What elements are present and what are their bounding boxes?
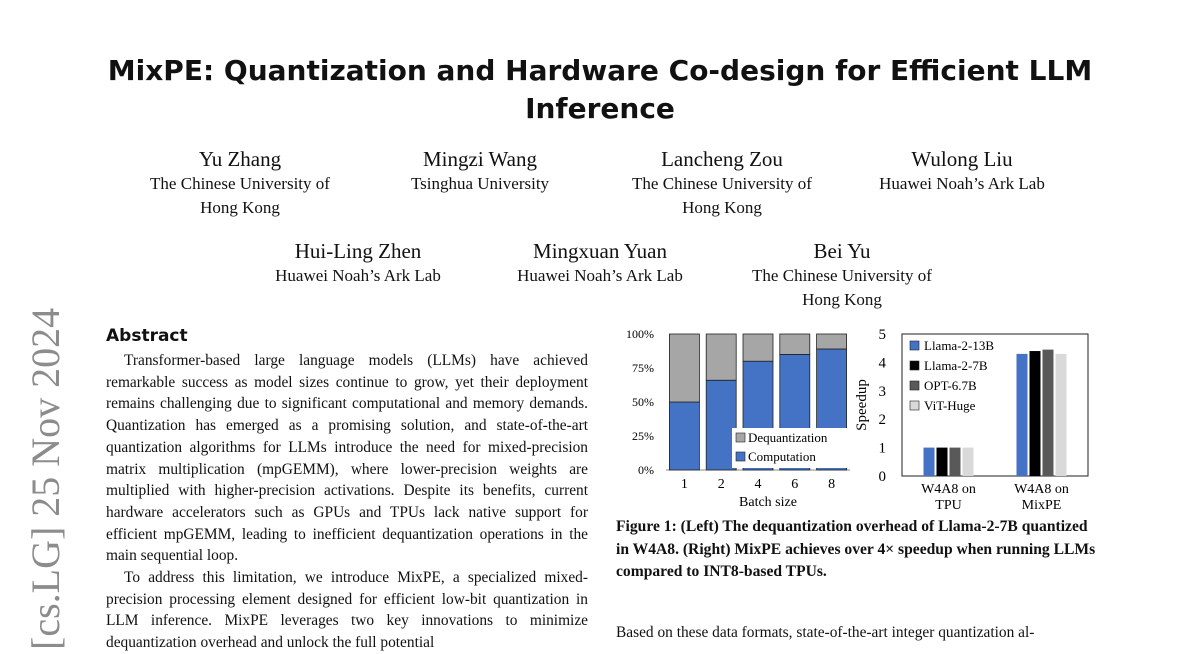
y-tick-label: 0% bbox=[638, 463, 654, 477]
x-tick-label: 4 bbox=[754, 477, 762, 492]
author-name: Bei Yu bbox=[813, 239, 871, 263]
legend-swatch bbox=[736, 452, 745, 461]
y-tick-label: 50% bbox=[632, 395, 654, 409]
legend-label: Dequantization bbox=[748, 430, 828, 445]
abstract-paragraph: To address this limitation, we introduce MixPE, a specialized mixed-precision processing element designed for efficient low-bit quantization in LLM inference. MixPE leverages two key innovations to minimize dequantization overhead and unlock the full potential bbox=[106, 569, 588, 652]
author-name: Wulong Liu bbox=[911, 147, 1013, 171]
x-axis-label: Batch size bbox=[739, 495, 797, 510]
x-tick-label: W4A8 on bbox=[1014, 482, 1069, 497]
author-block bbox=[852, 146, 1072, 196]
bar-dequantization bbox=[706, 334, 736, 380]
author-name: Hui-Ling Zhen bbox=[294, 239, 422, 263]
legend-swatch bbox=[910, 401, 919, 410]
author-affiliation: The Chinese University of bbox=[632, 174, 812, 193]
abstract-paragraph: Transformer-based large language models (LLMs) have achieved remarkable success as model sizes continue to grow, yet their deployment remains challenging due to significant computational and memory demands. Quantization has emerged as a promising solution, and state-of-the-art quantization algorithms for LLMs introduce the need for mixed-precision matrix multiplication (mpGEMM), where lower-precision weights are multiplied with higher-precision activations. Despite its benefits, current hardware accelerators such as GPUs and TPUs lack native support for efficient mpGEMM, leading to inefficient dequantization operations in the main sequential loop. bbox=[106, 352, 588, 565]
x-tick-label: TPU bbox=[935, 498, 962, 513]
abstract-heading: Abstract bbox=[106, 326, 188, 346]
y-tick-label: 5 bbox=[878, 327, 886, 343]
author-affiliation: Hong Kong bbox=[682, 198, 762, 217]
author-block bbox=[370, 146, 590, 196]
body-paragraph: Based on these data formats, state-of-the-art integer quantization al- bbox=[616, 624, 1035, 641]
author-affiliation: Huawei Noah’s Ark Lab bbox=[517, 266, 683, 285]
bar-computation bbox=[669, 402, 699, 470]
x-tick-label: 1 bbox=[680, 477, 688, 492]
y-tick-label: 1 bbox=[878, 440, 886, 457]
y-tick-label: 75% bbox=[632, 361, 654, 375]
author-name: Mingxuan Yuan bbox=[533, 239, 667, 263]
bar-vit-huge bbox=[1056, 354, 1067, 476]
y-tick-label: 25% bbox=[632, 429, 654, 443]
bar-opt-6-7b bbox=[950, 448, 961, 476]
abstract-section bbox=[106, 324, 588, 654]
arxiv-stamp: [cs.LG] 25 Nov 2024 bbox=[23, 307, 68, 650]
x-tick-label: 2 bbox=[717, 477, 725, 492]
speedup-chart bbox=[854, 327, 1088, 513]
author-block bbox=[490, 238, 710, 288]
y-tick-label: 0 bbox=[878, 469, 886, 485]
legend-swatch bbox=[736, 433, 745, 442]
bar-llama-2-13b bbox=[1017, 354, 1028, 476]
author-affiliation: Hong Kong bbox=[200, 198, 280, 217]
x-tick-label: 6 bbox=[791, 477, 799, 492]
y-tick-label: 4 bbox=[878, 355, 886, 372]
legend-label: ViT-Huge bbox=[924, 398, 976, 413]
legend-swatch bbox=[910, 341, 919, 350]
author-block bbox=[722, 238, 962, 312]
y-tick-label: 3 bbox=[878, 383, 886, 400]
figure-caption: Figure 1: (Left) The dequantization overhead of Llama-2-7B quantized in W4A8. (Right) MixPE achieves over 4× speedup when running LLMs compared to INT8-based TPUs. bbox=[616, 518, 1096, 580]
author-affiliation: Huawei Noah’s Ark Lab bbox=[879, 174, 1045, 193]
author-affiliation: The Chinese University of bbox=[752, 266, 932, 285]
author-name: Lancheng Zou bbox=[661, 147, 783, 171]
author-name: Mingzi Wang bbox=[423, 147, 537, 171]
bar-opt-6-7b bbox=[1043, 350, 1054, 476]
y-tick-label: 2 bbox=[878, 412, 886, 429]
x-tick-label: 8 bbox=[828, 477, 836, 492]
x-tick-label: W4A8 on bbox=[921, 482, 976, 497]
author-affiliation: Huawei Noah’s Ark Lab bbox=[275, 266, 441, 285]
author-affiliation: The Chinese University of bbox=[150, 174, 330, 193]
figure-1 bbox=[612, 324, 1102, 514]
author-block bbox=[120, 146, 360, 220]
author-block bbox=[248, 238, 468, 288]
author-name: Yu Zhang bbox=[198, 147, 282, 171]
bar-computation bbox=[706, 380, 736, 470]
paper-title: MixPE: Quantization and Hardware Co-design for Efficient LLM Inference bbox=[107, 54, 1093, 125]
y-tick-label: 100% bbox=[626, 327, 654, 341]
legend-label: Llama-2-13B bbox=[924, 338, 995, 353]
legend-swatch bbox=[910, 361, 919, 370]
x-tick-label: MixPE bbox=[1021, 498, 1062, 513]
legend-label: OPT-6.7B bbox=[924, 378, 977, 393]
legend-swatch bbox=[910, 381, 919, 390]
y-axis-label: Speedup bbox=[854, 379, 870, 431]
bar-llama-2-7b bbox=[1030, 351, 1041, 476]
bar-dequantization bbox=[817, 334, 847, 349]
bar-dequantization bbox=[669, 334, 699, 402]
dequantization-overhead-chart bbox=[626, 327, 850, 510]
legend-label: Llama-2-7B bbox=[924, 358, 988, 373]
author-affiliation: Tsinghua University bbox=[410, 174, 550, 193]
bar-dequantization bbox=[743, 334, 773, 361]
bar-llama-2-7b bbox=[937, 448, 948, 476]
author-affiliation: Hong Kong bbox=[802, 290, 882, 309]
author-block bbox=[602, 146, 842, 220]
legend-label: Computation bbox=[748, 449, 816, 464]
bar-vit-huge bbox=[963, 448, 974, 476]
bar-llama-2-13b bbox=[924, 448, 935, 476]
bar-dequantization bbox=[780, 334, 810, 354]
